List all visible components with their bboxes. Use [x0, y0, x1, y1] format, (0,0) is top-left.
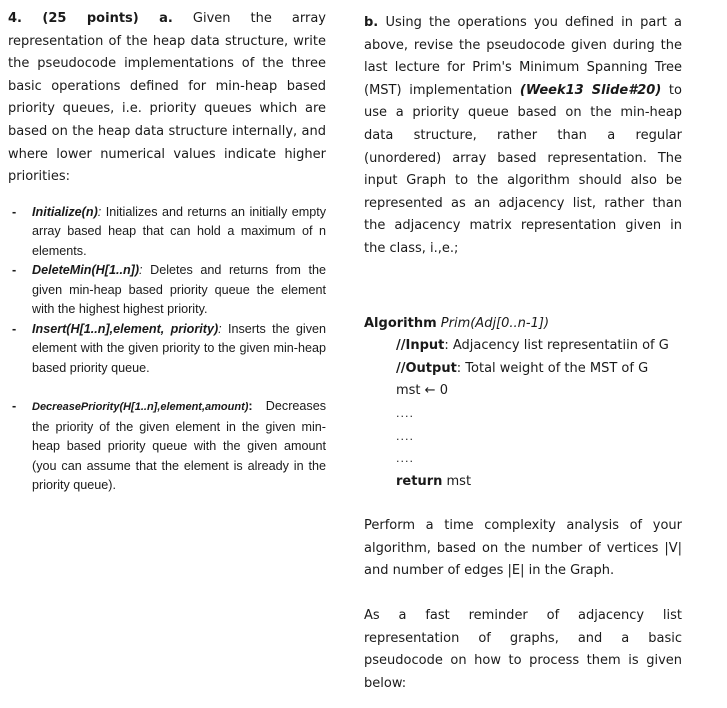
part-b-text-1: Using the operations you defined in part a above, revise the pseudocode given during the last lecture for Prim's Minimum Spanning Tree (MST) implementation: [364, 15, 682, 98]
algorithm-keyword: Algorithm: [364, 315, 437, 331]
part-b-text-2: to use a priority queue based on the min-heap data structure, rather than a regular (unordered) array based representation. The input Graph to the algorithm should also be represented as an adjacency list, rather than the adjacency matrix representation given in the class, i.,e.;: [364, 82, 682, 256]
slide-reference: (Week13 Slide#20): [519, 82, 662, 98]
part-b-column: [364, 12, 682, 708]
op-decreasepriority-desc: Decreases the priority of the given element in the given min-heap based priority queue with the given amount (you can assume that the element is already in the priority queue).: [32, 399, 326, 493]
input-text: : Adjacency list representatiin of G: [444, 338, 669, 354]
algorithm-ellipsis-3: ....: [396, 452, 414, 466]
list-item: [32, 203, 326, 262]
part-b-text: [364, 12, 682, 261]
list-item: [32, 397, 326, 496]
op-initialize-desc: Initializes and returns an initially empty array based heap that can hold a maximum of n elements.: [32, 204, 326, 258]
algorithm-output-line: [364, 358, 682, 381]
algorithm-ellipsis-1: ....: [396, 406, 414, 420]
input-label: //Input: [396, 338, 445, 354]
algorithm-input-line: [364, 335, 682, 358]
op-initialize-name: Initialize(n): [32, 204, 98, 219]
op-separator: :: [218, 321, 228, 336]
operations-list: [8, 203, 326, 496]
op-insert-desc: Inserts the given element with the given priority to the given min-heap based priority queue.: [32, 321, 326, 375]
algorithm-ellipsis-2: ....: [396, 429, 414, 443]
op-separator: :: [248, 399, 266, 414]
op-separator: :: [139, 263, 151, 278]
part-a-intro-text: Given the array representation of the heap data structure, write the pseudocode implementations of the three basic operations defined for min-heap based priority queues, i.e. priority queues which are based on the heap data structure internally, and where lower numerical values indicate higher priorities:: [8, 11, 326, 185]
algorithm-header: [364, 313, 682, 336]
analysis-paragraph: Perform a time complexity analysis of your algorithm, based on the number of vertices |V| and number of edges |E| in the Graph.: [364, 518, 682, 579]
algorithm-block: [364, 313, 682, 494]
op-deletemin-name: DeleteMin(H[1..n]): [32, 263, 140, 278]
output-text: : Total weight of the MST of G: [456, 360, 649, 376]
op-separator: :: [97, 204, 106, 219]
algorithm-return-line: [364, 471, 682, 494]
list-item: [32, 261, 326, 320]
part-a-intro: [8, 8, 326, 189]
part-b-label: b.: [364, 15, 379, 30]
part-a-column: [8, 8, 326, 496]
return-keyword: return: [396, 473, 443, 489]
return-value: mst: [442, 473, 472, 489]
reminder-paragraph: As a fast reminder of adjacency list representation of graphs, and a basic pseudocode on how to process them is given below:: [364, 608, 682, 691]
op-decreasepriority-name: DecreasePriority(H[1..n],element,amount): [32, 401, 249, 414]
op-insert-name: Insert(H[1..n],element, priority): [32, 321, 219, 336]
op-deletemin-desc: Deletes and returns from the given min-heap based priority queue the element with the highest highest priority.: [32, 263, 326, 317]
output-label: //Output: [396, 360, 457, 376]
list-item: [32, 320, 326, 379]
algorithm-signature: Prim(Adj[0..n-1]): [436, 315, 550, 331]
algorithm-init-line: mst ← 0: [396, 383, 448, 399]
part-a-label: 4. (25 points) a.: [8, 11, 173, 26]
